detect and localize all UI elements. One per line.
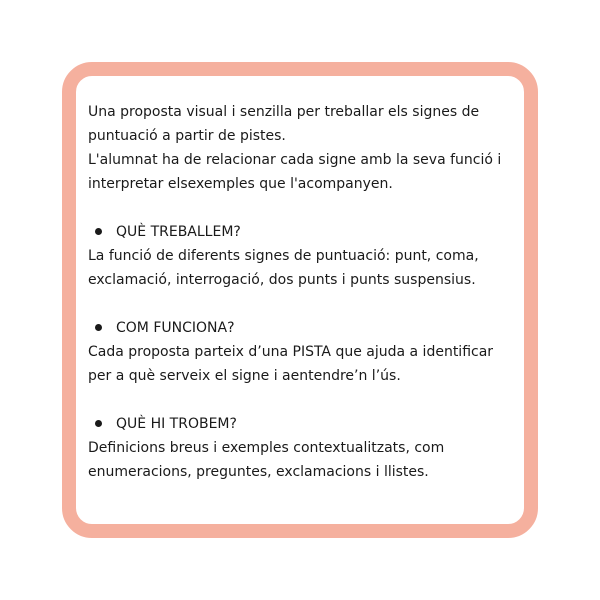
- card-content: [88, 100, 528, 484]
- intro-line-4: interpretar elsexemples que l'acompanyen.: [88, 176, 393, 192]
- section-heading-que-treballem: [88, 220, 528, 244]
- section-line: per a què serveix el signe i aentendre’n l’ús.: [88, 368, 401, 384]
- spacer: [88, 196, 528, 220]
- section-line: enumeracions, preguntes, exclamacions i llistes.: [88, 464, 429, 480]
- section-heading-que-hi-trobem: [88, 412, 528, 436]
- bullet-icon: [95, 324, 102, 331]
- section-line: La funció de diferents signes de puntuació: punt, coma,: [88, 248, 479, 264]
- section-heading-text: COM FUNCIONA?: [116, 320, 235, 336]
- section-heading-com-funciona: [88, 316, 528, 340]
- intro-line-3: L'alumnat ha de relacionar cada signe amb la seva funció i: [88, 152, 502, 168]
- intro-line-2: puntuació a partir de pistes.: [88, 128, 286, 144]
- spacer: [88, 292, 528, 316]
- section-line: exclamació, interrogació, dos punts i punts suspensius.: [88, 272, 476, 288]
- intro-line-1: Una proposta visual i senzilla per treballar els signes de: [88, 104, 480, 120]
- spacer: [88, 388, 528, 412]
- section-line: Cada proposta parteix d’una PISTA que ajuda a identificar: [88, 344, 494, 360]
- section-heading-text: QUÈ HI TROBEM?: [116, 416, 237, 432]
- bullet-icon: [95, 228, 102, 235]
- bullet-icon: [95, 420, 102, 427]
- section-heading-text: QUÈ TREBALLEM?: [116, 224, 241, 240]
- section-line: Definicions breus i exemples contextualitzats, com: [88, 440, 445, 456]
